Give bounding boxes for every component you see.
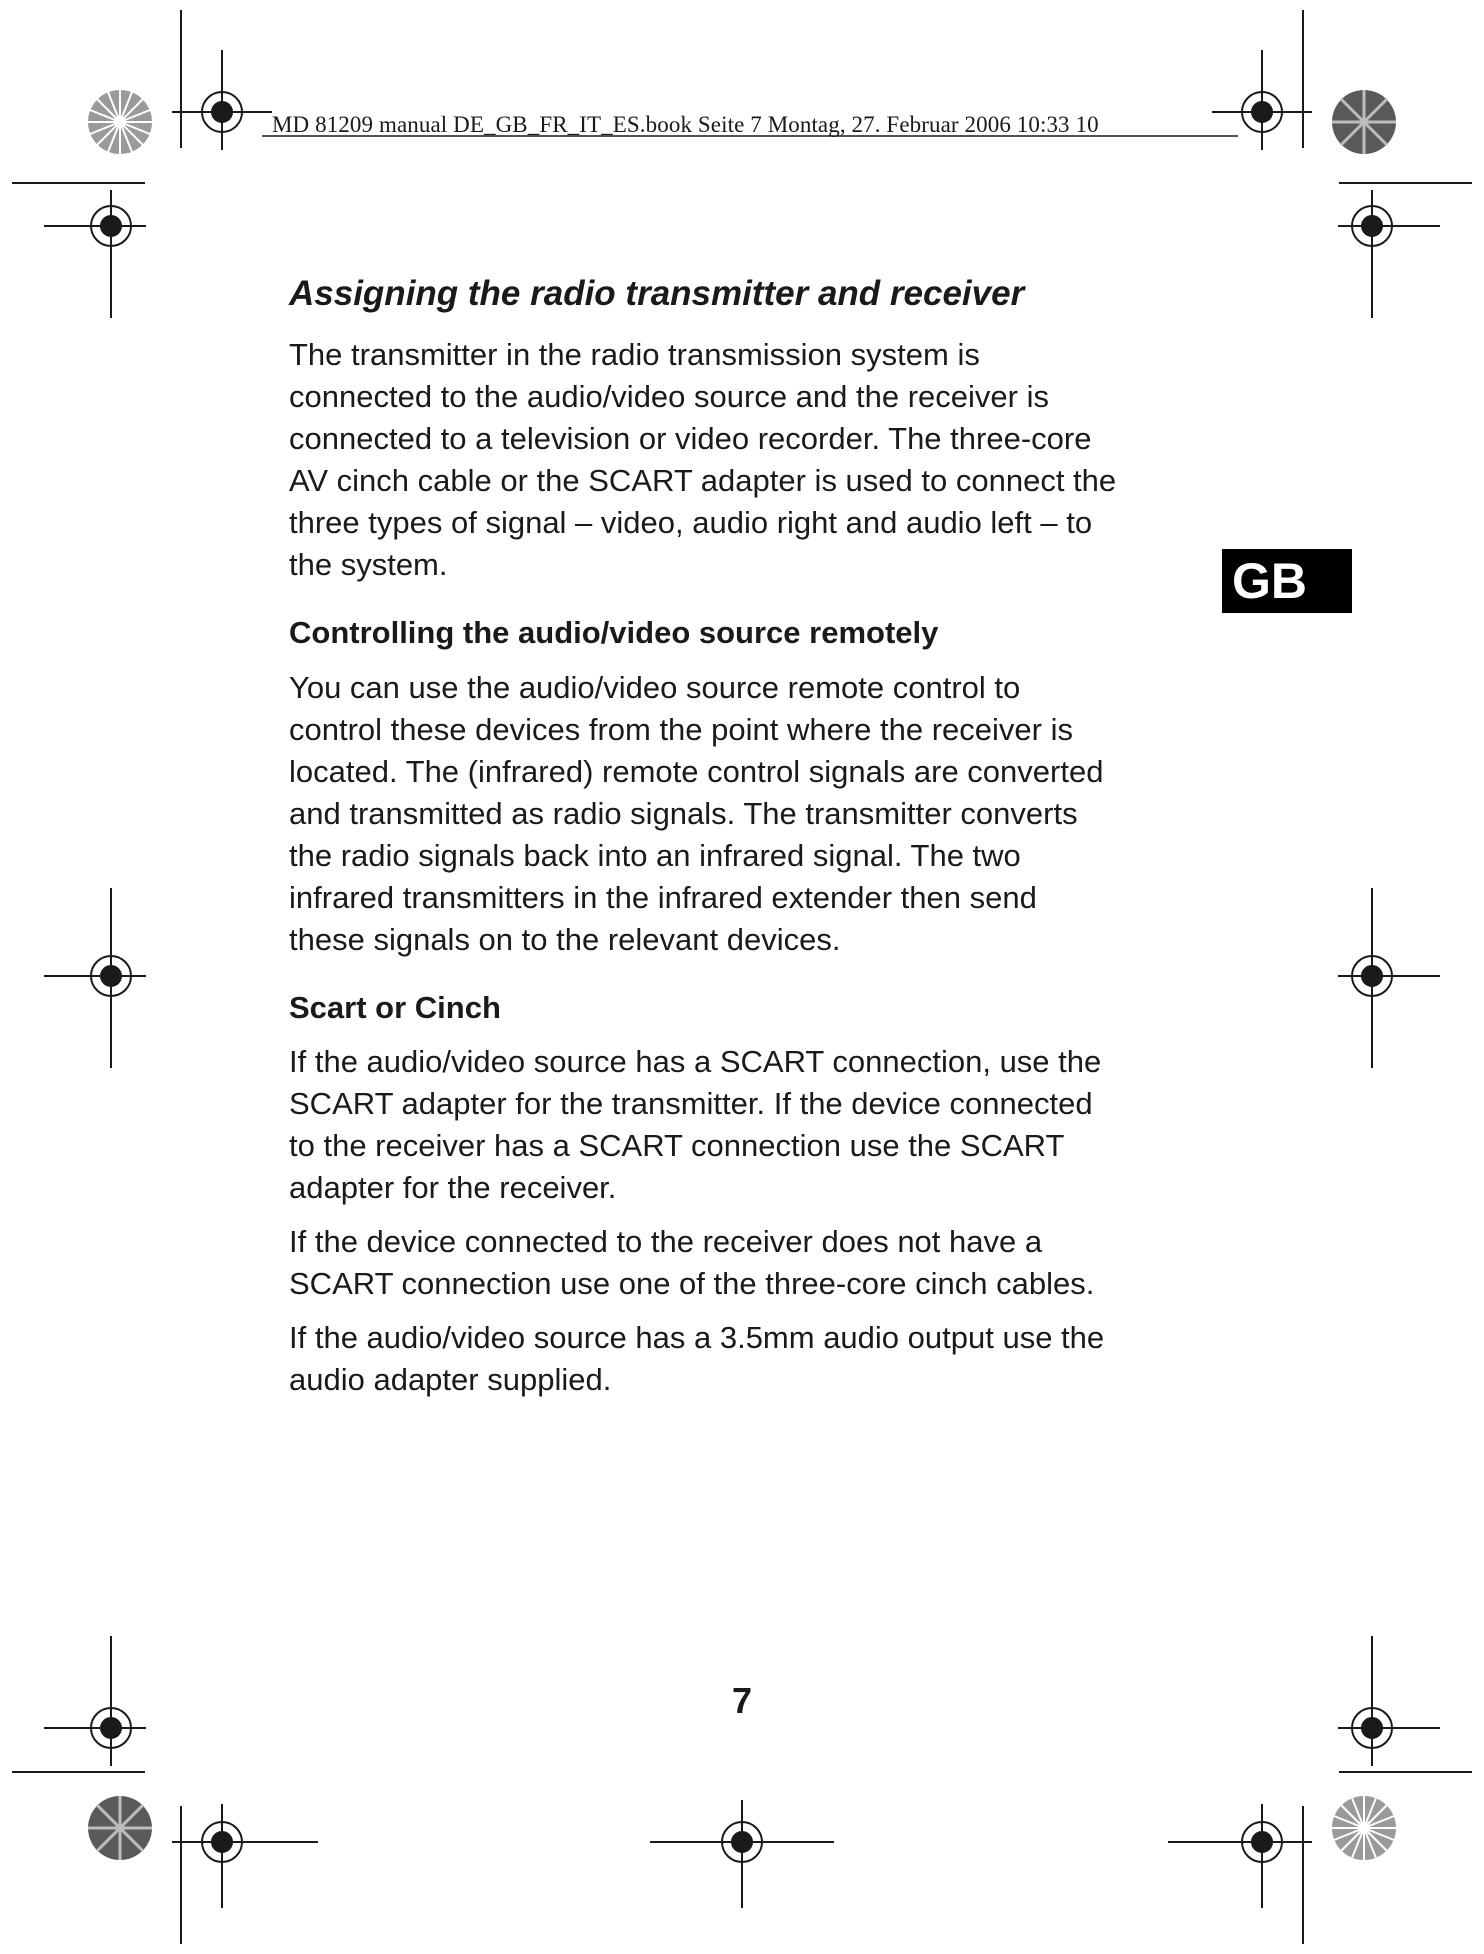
language-tab: GB [1222, 549, 1352, 613]
registration-mark-icon [650, 1800, 834, 1908]
registration-mark-icon [172, 50, 272, 150]
intro-paragraph: The transmitter in the radio transmission system is connected to the audio/video source and the receiver is connected to a television or video recorder. The three-core AV cinch cable or the SCART adapter is used to connect the three types of signal – video, audio right and audio left – to the system. [289, 336, 1117, 582]
density-target-icon [1332, 1796, 1396, 1860]
density-target-icon [88, 90, 152, 154]
section-heading: Controlling the audio/video source remotely [289, 614, 939, 650]
section-paragraph: If the device connected to the receiver does not have a SCART connection use one of the three-core cinch cables. [289, 1224, 1095, 1302]
density-target-icon [1332, 90, 1396, 154]
registration-mark-icon [172, 1804, 318, 1908]
registration-mark-icon [1212, 50, 1312, 150]
registration-mark-icon [44, 888, 146, 1068]
registration-mark-icon [1338, 888, 1440, 1068]
registration-mark-icon [1168, 1804, 1312, 1908]
page-content [289, 272, 1209, 1401]
registration-mark-icon [1338, 190, 1440, 318]
section-paragraph: If the audio/video source has a 3.5mm audio output use the audio adapter supplied. [289, 1320, 1105, 1398]
print-header: MD 81209 manual DE_GB_FR_IT_ES.book Seite 7 Montag, 27. Februar 2006 10:33 10 [272, 112, 1099, 137]
section-paragraph: You can use the audio/video source remote control to control these devices from the point where the receiver is located. The (infrared) remote control signals are converted and transmitted as radio signals. The transmitter converts the radio signals back into an infrared signal. The two infrared transmitters in the infrared extender then send these signals on to the relevant devices. [289, 669, 1104, 957]
page-title: Assigning the radio transmitter and receiver [289, 274, 1025, 313]
section-paragraph: If the audio/video source has a SCART connection, use the SCART adapter for the transmitter. If the device connected to the receiver has a SCART connection use the SCART adapter for the receiver. [289, 1044, 1102, 1206]
page-number: 7 [731, 1680, 753, 1721]
registration-mark-icon [44, 190, 146, 318]
density-target-icon [88, 1796, 152, 1860]
section-heading: Scart or Cinch [289, 989, 501, 1025]
